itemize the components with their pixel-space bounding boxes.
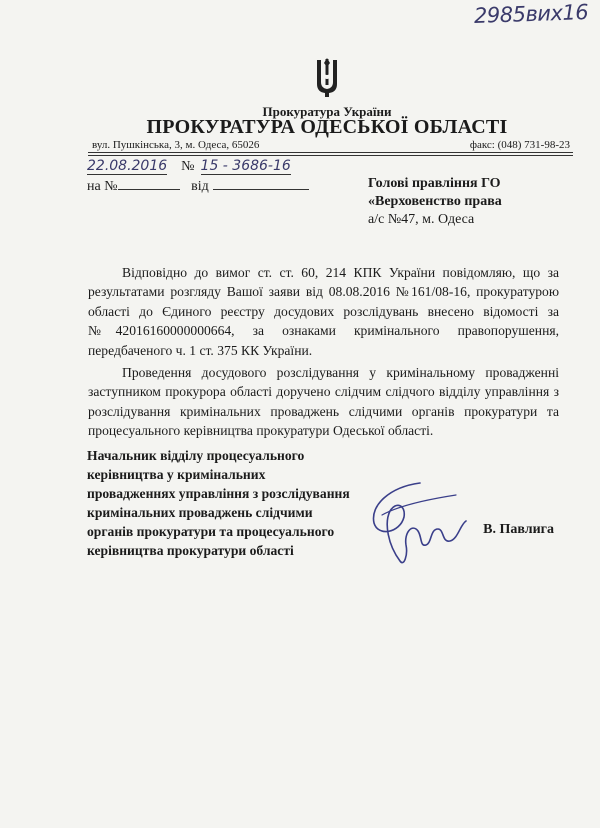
signatory-title-line: кримінальних проваджень слідчими [87,505,313,520]
header-divider [88,155,573,156]
recipient-line: «Верховенство права [368,194,502,209]
reply-date-blank [213,177,309,190]
body-paragraph: Проведення досудового розслідування у кримінальному провадженні заступником прокурора області доручено слідчим слідчого відділу управління з розслідування кримінальних проваджень слідчими органів прокуратури та процесуального керівництва прокуратури Одеської області. [88,365,559,439]
handwritten-signature [360,475,470,570]
reply-reference [87,177,309,195]
signatory-title-line: керівництва у кримінальних [87,467,266,482]
signatory-title-line: провадженнях управління з розслідування [87,486,350,501]
outgoing-date: 22.08.2016 [87,158,168,174]
signatory-title-line: керівництва прокуратури області [87,543,294,558]
office-address: вул. Пушкінська, 3, м. Одеса, 65026 [92,139,260,151]
outgoing-number-label: № [181,159,195,174]
outgoing-number: 15 - 3686-16 [200,158,291,174]
header-divider [88,152,573,153]
reply-number-blank [118,177,180,190]
office-fax: факс: (048) 731-98-23 [469,139,570,151]
ministry-name: Прокуратура України [262,104,392,119]
recipient-address: а/с №47, м. Одеса [368,212,475,227]
trident-emblem-icon [314,58,340,98]
signatory-title [87,446,387,560]
signatory-title-line: органів прокуратури та процесуального [87,524,335,539]
reply-date-label: від [191,179,209,194]
reply-number-label: на № [87,179,118,194]
recipient-line: Голові правління ГО [368,176,501,191]
signatory-title-line: Начальник відділу процесуального [87,448,305,463]
body-paragraph: Відповідно до вимог ст. ст. 60, 214 КПК України повідомляю, що за результатами розгляду Вашої заяви від 08.08.2016 №161/08-16, прокуратурою області до Єдиного реєстру досудових розслідувань внесено відомості за №42016160000000664, за ознаками кримінального правопорушення, передбаченого ч. 1 ст. 375 КК України. [88,265,559,358]
signer-name: В. Павлига [483,522,554,537]
outgoing-registration [87,158,291,175]
recipient-block [368,175,502,229]
office-name: ПРОКУРАТУРА ОДЕСЬКОЇ ОБЛАСТІ [146,116,508,138]
registration-stamp: 2985вих16 [473,0,589,28]
